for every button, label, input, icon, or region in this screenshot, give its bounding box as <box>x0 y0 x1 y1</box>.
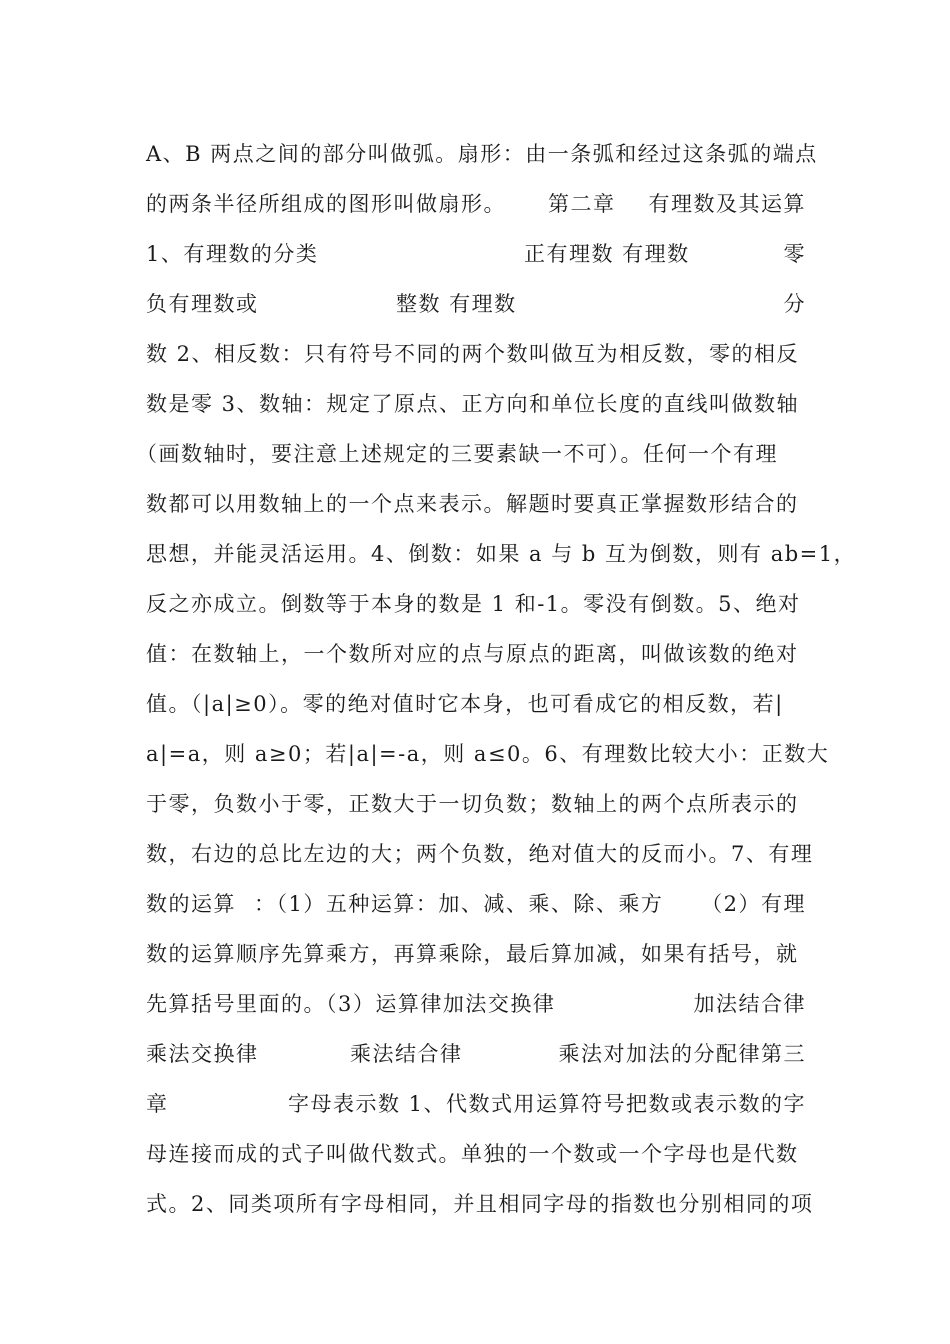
line-5-text: 数 2、相反数：只有符号不同的两个数叫做互为相反数，零的相反 <box>146 342 800 366</box>
fraction-label: 分 <box>783 292 806 316</box>
line-21-text: 母连接而成的式子叫做代数式。单独的一个数或一个字母也是代数 <box>146 1142 799 1166</box>
associative-addition-label: 加法结合律 <box>693 992 806 1016</box>
text-line-6 <box>146 386 806 422</box>
line-13-text: a|=a，则 a≥0；若|a|=-a，则 a≤0。6、有理数比较大小：正数大 <box>146 742 830 766</box>
text-line-9 <box>146 536 857 572</box>
text-line-10 <box>146 586 806 622</box>
positive-rational-label: 正有理数 有理数 <box>524 242 690 266</box>
text-line-21 <box>146 1136 806 1172</box>
line-11-text: 值：在数轴上，一个数所对应的点与原点的距离，叫做该数的绝对 <box>146 642 799 666</box>
text-line-3 <box>146 236 806 272</box>
line-15-text: 数，右边的总比左边的大；两个负数，绝对值大的反而小。7、有理 <box>146 842 814 866</box>
commutative-multiplication-label: 乘法交换律 <box>146 1042 259 1066</box>
text-line-2 <box>146 186 806 222</box>
text-line-1 <box>146 136 818 172</box>
line-7-text: （画数轴时，要注意上述规定的三要素缺一不可）。任何一个有理 <box>136 442 778 466</box>
line-22-text: 式。2、同类项所有字母相同，并且相同字母的指数也分别相同的项 <box>146 1192 814 1216</box>
distributive-law-label: 乘法对加法的分配律第三 <box>558 1042 806 1066</box>
operation-order-start: （2）有理 <box>701 892 806 916</box>
text-line-17 <box>146 936 806 972</box>
line-10-text: 反之亦成立。倒数等于本身的数是 1 和-1。零没有倒数。5、绝对 <box>146 592 801 616</box>
line-8-text: 数都可以用数轴上的一个点来表示。解题时要真正掌握数形结合的 <box>146 492 799 516</box>
chapter-3-suffix: 章 <box>146 1092 169 1116</box>
line-9-text: 思想，并能灵活运用。4、倒数：如果 a 与 b 互为倒数，则有 ab=1， <box>146 542 857 566</box>
line-12-text: 值。（|a|≥0）。零的绝对值时它本身，也可看成它的相反数，若| <box>146 692 784 716</box>
text-line-19 <box>146 1036 806 1072</box>
line-17-text: 数的运算顺序先算乘方，再算乘除，最后算加减，如果有括号，就 <box>146 942 799 966</box>
commutative-addition-text: 先算括号里面的。（3）运算律加法交换律 <box>146 992 556 1016</box>
text-line-12 <box>146 686 806 722</box>
text-line-18 <box>146 986 806 1022</box>
line-14-text: 于零，负数小于零，正数大于一切负数；数轴上的两个点所表示的 <box>146 792 799 816</box>
text-line-5 <box>146 336 806 372</box>
line-1-text: A、B 两点之间的部分叫做弧。扇形：由一条弧和经过这条弧的端点 <box>146 142 818 166</box>
integer-label: 整数 有理数 <box>396 292 517 316</box>
text-line-7 <box>136 436 806 472</box>
line-2-text: 的两条半径所组成的图形叫做扇形。 <box>146 192 506 216</box>
text-line-16 <box>146 886 806 922</box>
text-line-8 <box>146 486 806 522</box>
text-line-22 <box>146 1186 814 1222</box>
rational-classification-title: 1、有理数的分类 <box>146 242 319 266</box>
chapter-3-title-text: 字母表示数 1、代数式用运算符号把数或表示数的字 <box>287 1092 806 1116</box>
text-line-13 <box>146 736 830 772</box>
text-line-15 <box>146 836 814 872</box>
line-6-text: 数是零 3、数轴：规定了原点、正方向和单位长度的直线叫做数轴 <box>146 392 800 416</box>
text-line-20 <box>146 1086 806 1122</box>
associative-multiplication-label: 乘法结合律 <box>350 1042 463 1066</box>
operations-label: 数的运算 <box>146 892 236 916</box>
chapter-2-title: 有理数及其运算 <box>648 192 806 216</box>
negative-rational-label: 负有理数或 <box>146 292 259 316</box>
text-line-11 <box>146 636 806 672</box>
zero-label: 零 <box>783 242 806 266</box>
text-line-14 <box>146 786 806 822</box>
chapter-2-label: 第二章 <box>548 192 616 216</box>
five-operations-text: ：（1）五种运算：加、减、乘、除、乘方 <box>254 892 664 916</box>
text-line-4 <box>146 286 806 322</box>
